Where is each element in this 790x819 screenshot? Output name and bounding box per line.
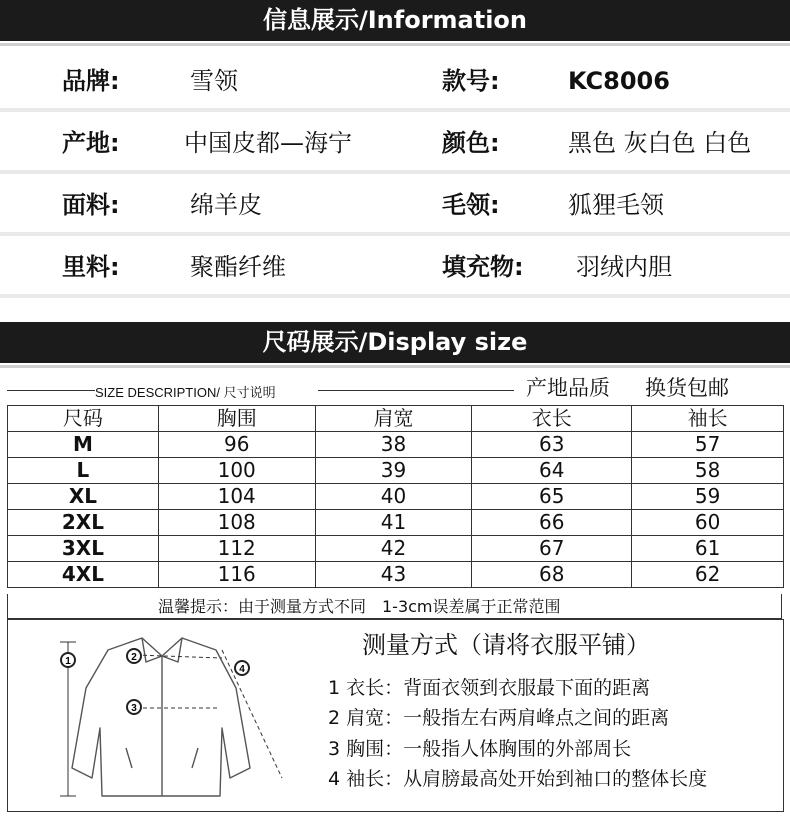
shoulder-cell: 38: [315, 432, 472, 458]
marker-4-icon: [235, 661, 249, 675]
table-row: [8, 484, 784, 510]
quality-tag: 产地品质: [526, 376, 610, 400]
header-size: 尺码: [8, 406, 159, 432]
header-length: 衣长: [472, 406, 632, 432]
divider-line: [318, 390, 514, 391]
size-cell: M: [8, 432, 159, 458]
size-cell: 4XL: [8, 562, 159, 588]
length-cell: 65: [472, 484, 632, 510]
sleeve-cell: 57: [632, 432, 784, 458]
collar-value: 狐狸毛领: [568, 191, 664, 219]
table-row: [8, 562, 784, 588]
info-row: [0, 236, 790, 298]
measure-item-chest: 3 胸围：一般指人体胸围的外部周长: [328, 738, 632, 760]
brand-label: 品牌:: [62, 67, 120, 95]
lining-label: 里料:: [62, 253, 120, 281]
marker-3-label: 3: [131, 703, 137, 714]
measure-title: 测量方式（请将衣服平铺）: [362, 631, 650, 659]
fabric-label: 面料:: [62, 191, 120, 219]
origin-label: 产地:: [62, 129, 120, 157]
row-divider: [0, 294, 790, 298]
size-table: [7, 405, 784, 588]
table-row: [8, 510, 784, 536]
marker-2-icon: [127, 649, 141, 663]
length-cell: 66: [472, 510, 632, 536]
jacket-diagram-icon: [50, 628, 310, 808]
chest-cell: 108: [158, 510, 315, 536]
free-exchange-tag: 换货包邮: [645, 376, 729, 400]
header-shoulder: 肩宽: [315, 406, 472, 432]
marker-2-label: 2: [131, 652, 137, 663]
sleeve-cell: 59: [632, 484, 784, 510]
sleeve-cell: 61: [632, 536, 784, 562]
size-description-header: [0, 370, 790, 402]
sleeve-cell: 62: [632, 562, 784, 588]
tolerance-tip: 温馨提示：由于测量方式不同 1-3cm误差属于正常范围: [7, 594, 782, 619]
sleeve-cell: 58: [632, 458, 784, 484]
collar-label: 毛领:: [442, 191, 500, 219]
size-description-label: SIZE DESCRIPTION/ 尺寸说明: [95, 385, 276, 400]
divider-line: [7, 390, 95, 391]
marker-1-icon: [61, 653, 75, 667]
length-cell: 64: [472, 458, 632, 484]
lining-value: 聚酯纤维: [190, 253, 286, 281]
size-banner: 尺码展示/Display size: [0, 322, 790, 363]
chest-cell: 116: [158, 562, 315, 588]
color-value: 黑色 灰白色 白色: [568, 129, 752, 157]
header-chest: 胸围: [158, 406, 315, 432]
length-cell: 67: [472, 536, 632, 562]
marker-4-label: 4: [239, 664, 245, 675]
fabric-value: 绵羊皮: [190, 191, 262, 219]
table-row: [8, 458, 784, 484]
size-cell: 2XL: [8, 510, 159, 536]
info-banner: 信息展示/Information: [0, 0, 790, 41]
sleeve-cell: 60: [632, 510, 784, 536]
shoulder-cell: 40: [315, 484, 472, 510]
chest-cell: 96: [158, 432, 315, 458]
table-row: [8, 536, 784, 562]
shoulder-cell: 41: [315, 510, 472, 536]
color-label: 颜色:: [442, 129, 500, 157]
style-no-label: 款号:: [442, 67, 500, 95]
shoulder-cell: 42: [315, 536, 472, 562]
style-no-value: KC8006: [568, 67, 670, 95]
shoulder-cell: 43: [315, 562, 472, 588]
chest-cell: 104: [158, 484, 315, 510]
marker-3-icon: [127, 700, 141, 714]
info-row: [0, 112, 790, 174]
shoulder-cell: 39: [315, 458, 472, 484]
measure-item-shoulder: 2 肩宽：一般指左右两肩峰点之间的距离: [328, 707, 670, 729]
filling-value: 羽绒内胆: [576, 253, 672, 281]
size-cell: XL: [8, 484, 159, 510]
info-row: [0, 174, 790, 236]
size-cell: 3XL: [8, 536, 159, 562]
table-row: [8, 432, 784, 458]
length-cell: 68: [472, 562, 632, 588]
measure-item-length: 1 衣长：背面衣领到衣服最下面的距离: [328, 677, 651, 699]
measure-lines: [136, 650, 282, 778]
info-section: [0, 50, 790, 302]
table-header-row: [8, 406, 784, 432]
jacket-outline: [72, 638, 250, 796]
brand-value: 雪领: [190, 67, 238, 95]
size-cell: L: [8, 458, 159, 484]
chest-cell: 112: [158, 536, 315, 562]
marker-1-label: 1: [65, 656, 71, 667]
filling-label: 填充物:: [442, 253, 524, 281]
chest-cell: 100: [158, 458, 315, 484]
origin-value: 中国皮都—海宁: [184, 129, 352, 157]
measure-item-sleeve: 4 袖长：从肩膀最高处开始到袖口的整体长度: [328, 768, 708, 790]
info-row: [0, 50, 790, 112]
header-sleeve: 袖长: [632, 406, 784, 432]
length-cell: 63: [472, 432, 632, 458]
